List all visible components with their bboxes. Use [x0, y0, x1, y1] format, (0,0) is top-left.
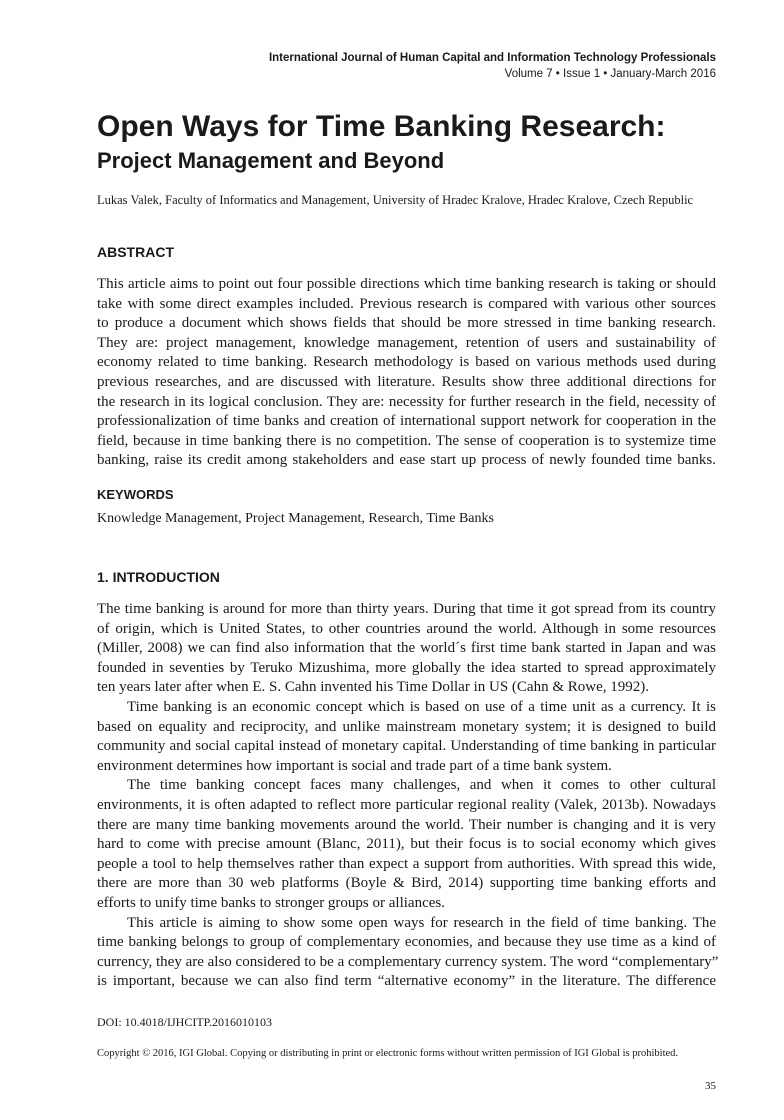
- journal-name: International Journal of Human Capital and Information Technology Professionals: [268, 52, 716, 64]
- doi: DOI: 10.4018/IJHCITP.2016010103: [97, 1015, 273, 1029]
- paragraph: [97, 776, 716, 913]
- text-line: previous researches, and are discussed with literature. Results show three additional directions for: [97, 373, 716, 390]
- text-line: currency, they are also considered to be a complementary currency system. The word “complementary”: [97, 953, 719, 970]
- text-line: take with some direct examples included. Previous research is compared with various other sources: [97, 295, 716, 312]
- text-line: field, because in time banking there is no competition. The sense of cooperation is to systemize time: [97, 432, 716, 449]
- paragraph: [97, 914, 719, 992]
- article-title: Open Ways for Time Banking Research:: [97, 110, 666, 143]
- abstract-heading: ABSTRACT: [97, 244, 174, 260]
- text-line: The time banking is around for more than thirty years. During that time it got spread from its country: [97, 601, 716, 617]
- introduction-body: [97, 600, 719, 992]
- author-affiliation: Lukas Valek, Faculty of Informatics and Management, University of Hradec Kralove, Hradec Kralove, Czech Republic: [97, 193, 694, 207]
- text-line: there are many time banking movements around the world. Their number is changing and it is very: [97, 816, 716, 833]
- abstract-body: [97, 275, 716, 471]
- paragraph: [97, 600, 716, 698]
- keywords-heading: KEYWORDS: [97, 487, 174, 502]
- text-line: time banking belongs to group of complementary economies, and because they use time as a kind of: [97, 934, 716, 951]
- text-line: Time banking is an economic concept which is based on use of a time unit as a currency. It is: [127, 698, 716, 715]
- text-line: environment determines how important is social and trade part of a time bank system.: [97, 757, 612, 774]
- text-line: The time banking concept faces many challenges, and when it comes to other cultural: [127, 777, 716, 794]
- text-line: banking, raise its credit among stakeholders and ease start up process of newly founded time banks.: [97, 452, 716, 469]
- text-line: professionalization of time banks and creation of international support network for cooperation in the: [97, 413, 716, 430]
- text-line: This article aims to point out four possible directions which time banking research is taking or should: [97, 276, 716, 292]
- page-number: 35: [705, 1080, 716, 1092]
- text-line: hard to come with precise amount (Blanc, 2011), but their focus is to social economy which gives: [97, 836, 716, 853]
- text-line: community and social capital instead of monetary capital. Understanding of time banking in particular: [97, 738, 716, 755]
- text-line: This article is aiming to show some open ways for research in the field of time banking. The: [127, 914, 716, 931]
- keywords-text: Knowledge Management, Project Management, Research, Time Banks: [97, 511, 494, 526]
- text-line: there are more than 30 web platforms (Boyle & Bird, 2014) supporting time banking efforts and: [97, 875, 716, 892]
- text-line: people a tool to help themselves rather than expect a support from authorities. With spread this wide,: [97, 855, 716, 872]
- article-subtitle: Project Management and Beyond: [97, 148, 445, 173]
- text-line: of origin, which is United States, to other countries around the world. Although in some resources: [97, 620, 716, 637]
- issue-info: Volume 7 • Issue 1 • January-March 2016: [504, 68, 716, 80]
- text-line: founded in seventies by Teruko Mizushima, more globally the idea started to spread approximately: [97, 659, 716, 676]
- text-line: to produce a document which shows fields that should be more stressed in time banking research.: [97, 315, 716, 332]
- text-line: based on equality and reciprocity, and unlike mainstream monetary system; it is designed to build: [97, 718, 716, 735]
- text-line: environments, it is often adapted to reflect more particular regional reality (Valek, 2013b). Nowadays: [97, 796, 716, 813]
- text-line: (Miller, 2008) we can find also information that the world´s first time bank started in Japan and was: [97, 640, 716, 657]
- paragraph: [97, 698, 716, 776]
- text-line: ten years later after when E. S. Cahn invented his Time Dollar in US (Cahn & Rowe, 1992).: [97, 679, 649, 696]
- text-line: They are: project management, knowledge management, retention of users and sustainability of: [97, 334, 716, 351]
- copyright-notice: Copyright © 2016, IGI Global. Copying or distributing in print or electronic forms without written permission of IGI Global is prohibited.: [97, 1048, 679, 1059]
- text-line: the research in its logical conclusion. They are: necessity for further research in the field, necessity of: [97, 393, 716, 410]
- text-line: economy related to time banking. Research methodology is based on various methods used during: [97, 354, 716, 371]
- text-line: is important, because we can also find term “alternative economy” in the literature. The difference: [97, 973, 716, 990]
- text-line: efforts to unify time banks to stronger groups or alliances.: [97, 894, 445, 911]
- introduction-heading: 1. INTRODUCTION: [97, 569, 220, 585]
